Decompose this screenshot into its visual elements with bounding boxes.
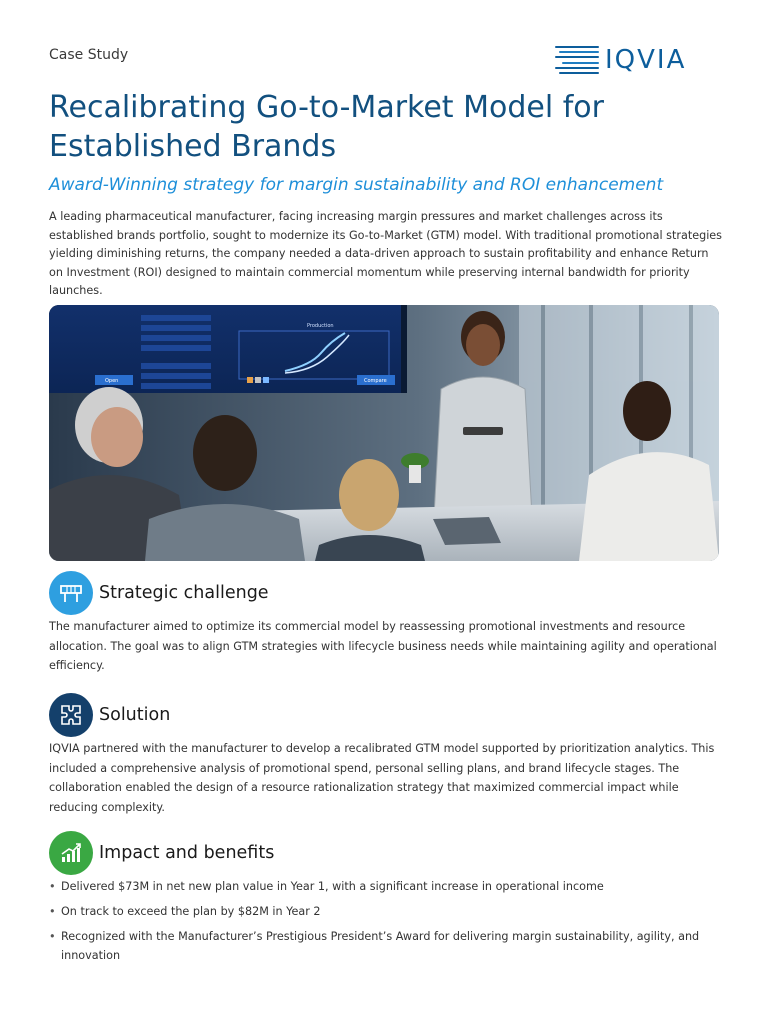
logo-wordmark: IQVIA — [605, 45, 687, 75]
hero-photo — [49, 305, 719, 561]
document-type-label: Case Study — [49, 47, 129, 63]
section-challenge-header — [49, 571, 269, 615]
page-subtitle: Award-Winning strategy for margin sustainability and ROI enhancement — [49, 175, 664, 195]
logo-lines-icon — [555, 46, 599, 74]
meeting-illustration — [49, 305, 719, 561]
list-item: • Recognized with the Manufacturer’s Prestigious President’s Award for delivering margin sustainability, agility, and innovation — [49, 927, 719, 965]
growth-chart-icon — [49, 831, 93, 875]
challenge-paragraph: The manufacturer aimed to optimize its commercial model by reassessing promotional investments and resource allocation. The goal was to align GTM strategies with lifecycle business needs while maintaining agility and operational efficiency. — [49, 620, 717, 672]
section-title-solution: Solution — [99, 705, 171, 725]
impact-bullet-list — [49, 877, 719, 971]
screen-compare-button: Compare — [364, 378, 387, 384]
solution-paragraph: IQVIA partnered with the manufacturer to develop a recalibrated GTM model supported by prioritization analytics. This included a comprehensive analysis of promotional spend, personal selling plans, and brand lifecycle stages. The collaboration enabled the design of a resource rationalization strategy that maximized commercial impact while reducing complexity. — [49, 742, 715, 814]
section-solution-header — [49, 693, 170, 737]
signpost-icon — [49, 571, 93, 615]
section-title-impact: Impact and benefits — [99, 843, 275, 863]
page-title: Recalibrating Go-to-Market Model for Established Brands — [49, 90, 604, 164]
screen-open-button: Open — [105, 378, 119, 384]
list-item: • Delivered $73M in net new plan value in Year 1, with a significant increase in operational income — [49, 877, 719, 896]
section-impact-header — [49, 831, 274, 875]
section-title-challenge: Strategic challenge — [99, 583, 269, 603]
laptop — [433, 517, 501, 545]
screen-title: Production — [307, 323, 334, 329]
intro-paragraph: A leading pharmaceutical manufacturer, facing increasing margin pressures and market challenges across its established brands portfolio, sought to modernize its Go-to-Market (GTM) model. With traditional promotional strategies yielding diminishing returns, the company needed a data-driven approach to sustain profitability and enhance Return on Investment (ROI) designed to maintain commercial momentum while preserving internal bandwidth for priority launches. — [49, 210, 723, 297]
presentation-screen — [49, 305, 407, 393]
puzzle-icon — [49, 693, 93, 737]
iqvia-logo — [555, 44, 720, 76]
list-item: • On track to exceed the plan by $82M in Year 2 — [49, 902, 719, 921]
